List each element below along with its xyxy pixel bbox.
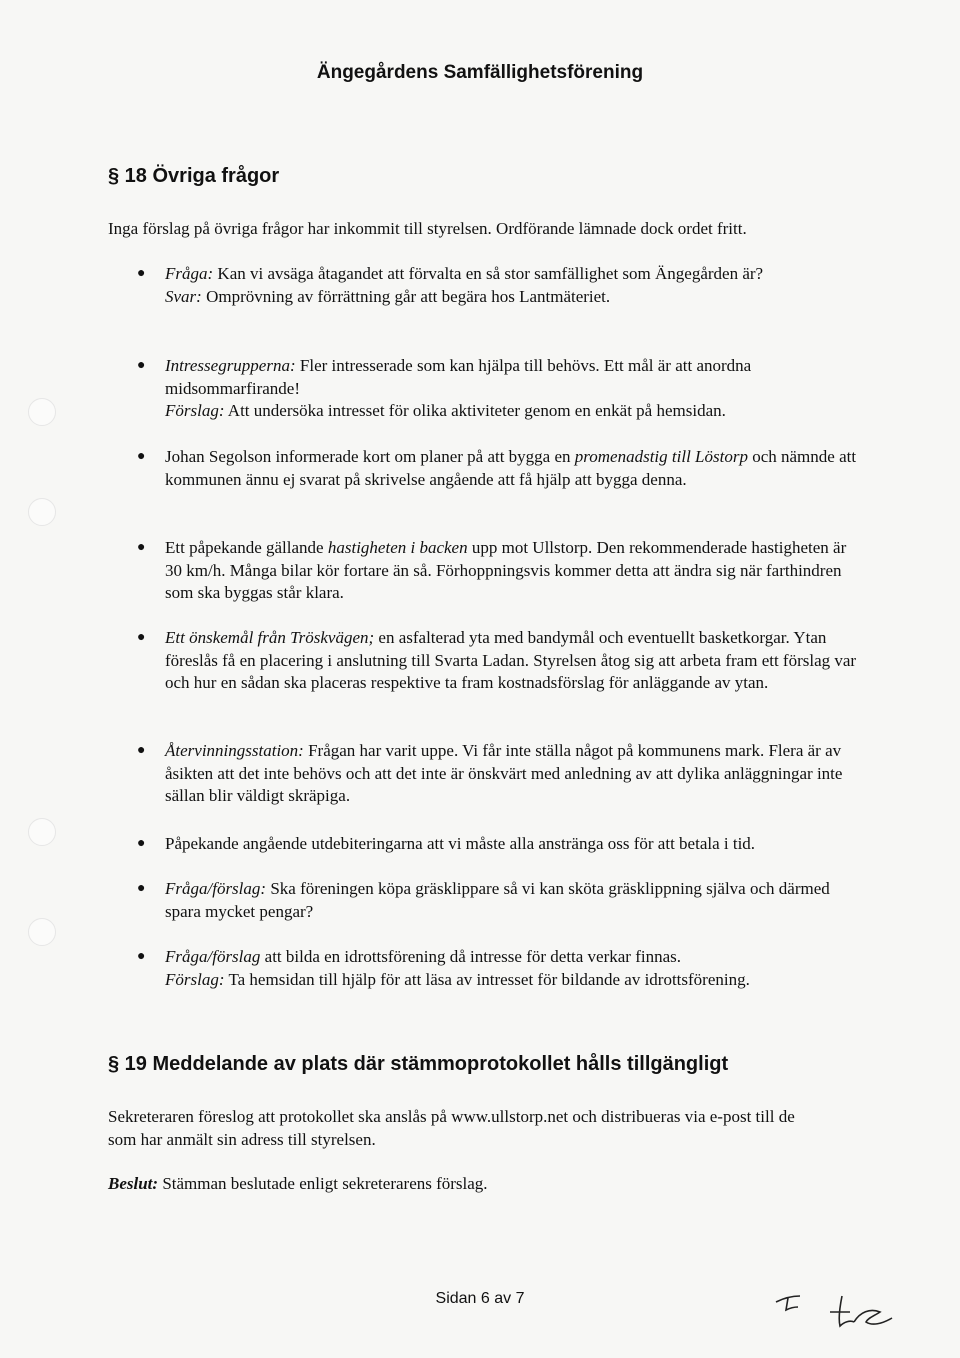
item-text: Påpekande angående utdebiteringarna att vi måste alla anstränga oss för att betala i tid. bbox=[165, 834, 756, 853]
proposal-label: Förslag: bbox=[165, 969, 225, 989]
list-item bbox=[137, 740, 857, 808]
bullet-icon: ● bbox=[137, 836, 146, 851]
proposal-label: Förslag: bbox=[165, 401, 225, 420]
bullet-icon: ● bbox=[137, 743, 146, 758]
item-emphasis: Återvinningsstation: bbox=[165, 741, 304, 760]
item-text: Ett påpekande gällande bbox=[165, 538, 328, 557]
bullet-icon: ● bbox=[137, 630, 146, 645]
section-19-text: Sekreteraren föreslog att protokollet ska anslås på www.ullstorp.net och distribueras via e-post till de som har anmält sin adress till styrelsen. bbox=[108, 1107, 795, 1149]
section-18-intro: Inga förslag på övriga frågor har inkommit till styrelsen. Ordförande lämnade dock ordet fritt. bbox=[108, 219, 747, 238]
question-label: Fråga: bbox=[165, 264, 214, 283]
section-19-heading: § 19 Meddelande av plats där stämmoprotokollet hålls tillgängligt bbox=[108, 1053, 729, 1075]
bullet-icon: ● bbox=[137, 449, 146, 464]
list-item bbox=[137, 263, 857, 308]
item-text: att bilda en idrottsförening då intresse för detta verkar finnas. bbox=[260, 947, 682, 966]
item-emphasis: hastigheten i backen bbox=[327, 538, 468, 557]
bullet-icon: ● bbox=[137, 266, 146, 281]
list-item bbox=[137, 446, 857, 491]
item-text: en asfalterad yta med bandymål och eventuellt basketkorgar. Ytan föreslås få en placering i anslutning till Svarta Ladan. Styrelsen åtog sig att arbeta fram ett förslag var och hur en sådan ska placeras respektive ta fram kostnadsförslag för anläggande av ytan. bbox=[165, 628, 857, 692]
bullet-icon: ● bbox=[137, 540, 146, 555]
item-text: Frågan har varit uppe. Vi får inte ställa något på kommunens mark. Flera är av åsikten att det inte behövs och att det inte är önskvärt med anledning av att dylika anläggningar inte sällan blir väldigt skräpiga. bbox=[165, 741, 843, 805]
proposal-text: Att undersöka intresset för olika aktiviteter genom en enkät på hemsidan. bbox=[224, 401, 726, 420]
bullet-icon: ● bbox=[137, 949, 146, 964]
item-text: upp mot Ullstorp. Den rekommenderade hastigheten är 30 km/h. Många bilar kör fortare än så. Förhoppningsvis kommer detta att ändra sig när farthindren som ska byggas står klara. bbox=[165, 538, 847, 602]
question-text: Kan vi avsäga åtagandet att förvalta en så stor samfällighet som Ängegården är? bbox=[213, 264, 764, 283]
proposal-text: Ta hemsidan till hjälp för att läsa av intresset för bildande av idrottsförening. bbox=[224, 969, 750, 989]
decision bbox=[108, 1173, 848, 1196]
item-text: och nämnde att kommunen ännu ej svarat på skrivelse angående att få hjälp att bygga denna. bbox=[165, 447, 857, 489]
bullet-icon: ● bbox=[137, 358, 146, 373]
list-item bbox=[137, 537, 857, 605]
section-18-heading: § 18 Övriga frågor bbox=[108, 165, 280, 187]
item-emphasis: Ett önskemål från Tröskvägen; bbox=[165, 628, 375, 647]
list-item bbox=[137, 878, 857, 923]
decision-text: Stämman beslutade enligt sekreterarens förslag. bbox=[158, 1174, 488, 1193]
item-label: Intressegrupperna: bbox=[165, 356, 296, 375]
page-number: Sidan 6 av 7 bbox=[435, 1290, 525, 1307]
bullet-icon: ● bbox=[137, 881, 146, 896]
list-item bbox=[137, 833, 857, 856]
list-item bbox=[137, 946, 857, 991]
item-emphasis: Fråga/förslag bbox=[165, 947, 261, 966]
document-header: Ängegårdens Samfällighetsförening bbox=[316, 62, 644, 83]
item-text: Ska föreningen köpa gräsklippare så vi kan sköta gräsklippning själva och därmed spara mycket pengar? bbox=[165, 879, 830, 921]
signature-initials bbox=[770, 1282, 940, 1342]
item-text: Johan Segolson informerade kort om planer på att bygga en bbox=[165, 447, 575, 466]
answer-label: Svar: bbox=[165, 286, 202, 306]
item-emphasis: Fråga/förslag: bbox=[165, 879, 267, 898]
answer-text: Omprövning av förrättning går att begära hos Lantmäteriet. bbox=[201, 286, 611, 306]
decision-label: Beslut: bbox=[108, 1174, 159, 1193]
list-item bbox=[137, 627, 857, 695]
item-emphasis: promenadstig till Löstorp bbox=[574, 447, 748, 466]
item-text: Fler intresserade som kan hjälpa till behövs. Ett mål är att anordna midsommarfirande! bbox=[165, 356, 752, 398]
list-item bbox=[137, 355, 857, 423]
